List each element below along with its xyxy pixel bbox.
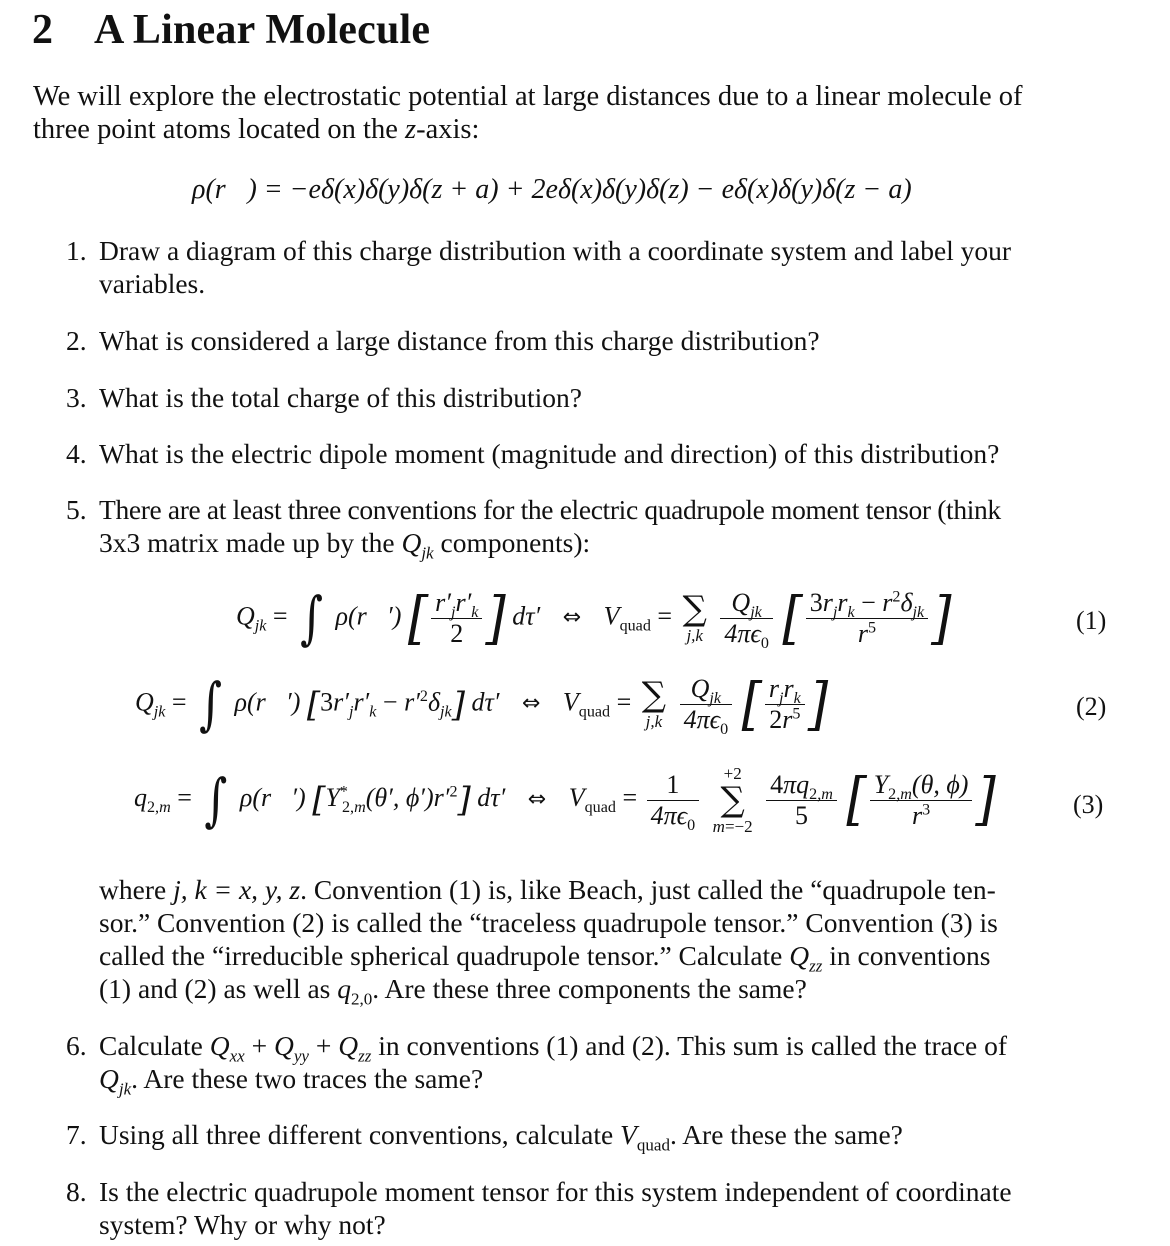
section-title: A Linear Molecule [94, 7, 431, 53]
list-item-1: 1. Draw a diagram of this charge distribution with a coordinate system and label your variables. [66, 235, 1012, 299]
list-item-6: 6. Calculate $Q_{xx} + Q_{yy} + Q_{zz}$ in conventions (1) and (2). This sum is called the trace of $Q_{jk}$. Are these two traces the same? [66, 1030, 1008, 1099]
quadrupole-equation-2: $Q_{jk}$ = ∫ ρ(r⃗′) $[3r'_jr'_k - r'^2\delta_{jk}]$ dτ′ ⇔ $V_{quad}$ = ∑ j,k $\frac{Q_{jk}}{4\pi\epsilon_0}$ [ $\frac{r_jr_k}{2r^5}$ ] [135, 671, 829, 739]
section-number: 2 [32, 7, 54, 53]
list-item-8: 8. Is the electric quadrupole moment tensor for this system independent of coordinate system? Why or why not? [66, 1176, 1012, 1240]
equation-label-1: (1) [1076, 606, 1107, 635]
list-item-4: 4. What is the electric dipole moment (magnitude and direction) of this distribution? [66, 438, 1000, 469]
quadrupole-equation-1: $Q_{jk}$ = ∫ ρ(r⃗′) [ $\frac{r'_jr'_k}{2}$ ] dτ′ ⇔ $V_{quad}$ = ∑ j,k $\frac{Q_{jk}}{4\pi\epsilon_0}$ [ $\frac{3r_jr_k - r^2\delta_{jk}}{r^5}$ ] [236, 585, 952, 653]
list-item-5: 5. There are at least three conventions for the electric quadrupole moment tensor (think 3x3 matrix made up by the $Q_{jk}$ components): [66, 494, 1001, 563]
section-heading [32, 6, 430, 54]
equation-label-3: (3) [1073, 790, 1104, 819]
equation-label-2: (2) [1076, 692, 1107, 721]
conventions-paragraph: where j, k = x, y, z. Convention (1) is, like Beach, just called the “quadrupole ten- sor.” Convention (2) is called the “traceless quadrupole tensor.” Convention (3) is called the “irreducible spherical quadrupole tensor.” Calculate $Q_{zz}$ in conventions (1) and (2) as well as $q_{2,0}$. Are these three components the same? [99, 874, 998, 1009]
charge-density-equation: ρ(r⃗) = −eδ(x)δ(y)δ(z + a) + 2eδ(x)δ(y)δ(z) − eδ(x)δ(y)δ(z − a) [192, 174, 912, 205]
intro-line-2: three point atoms located on the z-axis: [33, 114, 480, 145]
quadrupole-equation-3: $q_{2,m}$ = ∫ ρ(r⃗′) [$Y^*_{2,m}(\theta'$, $\phi')r'^2$] dτ′ ⇔ $V_{quad}$ = $\frac{1}{4\pi\epsilon_0}$ +2 ∑ m=−2 $\frac{4\pi q_{2,m}}{5}$ [ $\frac{Y_{2,m}(\theta, \phi)}{r^3}$ ] [134, 764, 996, 836]
list-item-3: 3. What is the total charge of this distribution? [66, 382, 582, 413]
list-item-2: 2. What is considered a large distance from this charge distribution? [66, 325, 820, 356]
list-item-7: 7. Using all three different conventions, calculate $V_{quad}$. Are these the same? [66, 1119, 903, 1155]
intro-line-1: We will explore the electrostatic potential at large distances due to a linear molecule of [33, 81, 1023, 112]
